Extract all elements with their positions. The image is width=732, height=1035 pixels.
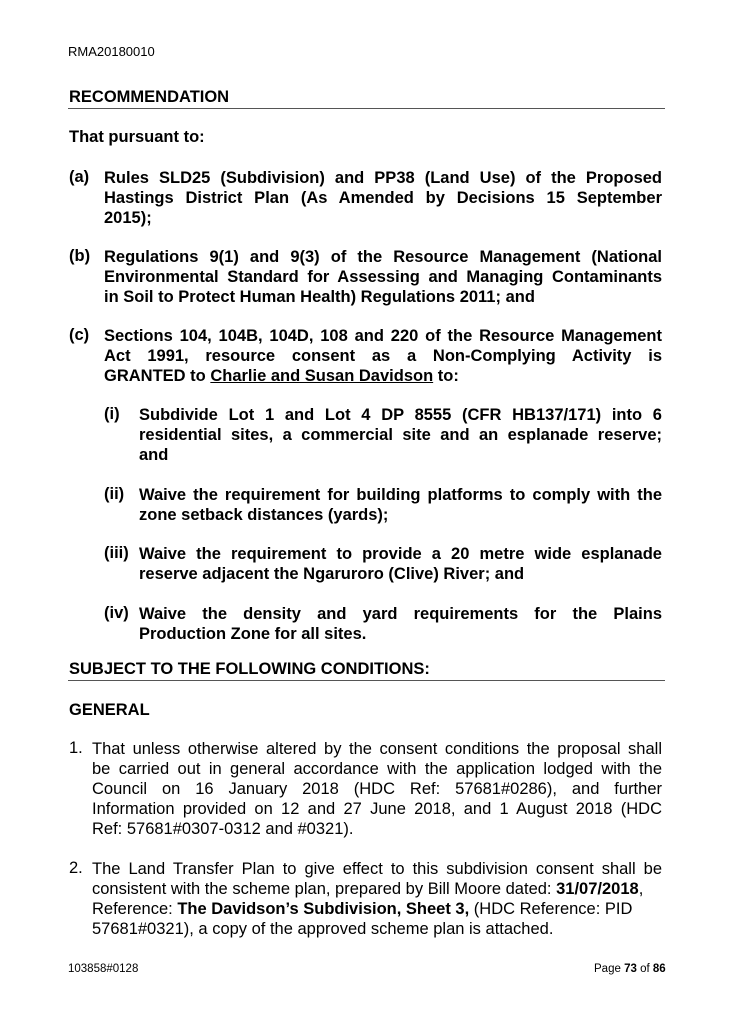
granted-to-text: GRANTED to bbox=[104, 367, 206, 385]
recommendation-intro: That pursuant to: bbox=[69, 128, 205, 146]
subitem-ii-text bbox=[139, 485, 662, 525]
condition-2-hdc-reference: (HDC Reference: PID bbox=[473, 900, 633, 918]
item-c-line: Act 1991, resource consent as a Non-Complying Activity is bbox=[104, 347, 662, 365]
condition-2-text bbox=[92, 859, 662, 939]
condition-2-line bbox=[92, 879, 662, 899]
subitem-ii-line: Waive the requirement for building platforms to comply with the bbox=[139, 486, 662, 504]
condition-1-line: be carried out in general accordance with the application lodged with the bbox=[92, 760, 662, 778]
scheme-plan-date: 31/07/2018 bbox=[556, 880, 639, 898]
conditions-heading: SUBJECT TO THE FOLLOWING CONDITIONS: bbox=[69, 660, 430, 678]
page-label: Page bbox=[594, 963, 621, 975]
subitem-i-line: Subdivide Lot 1 and Lot 4 DP 8555 (CFR HB137/171) into 6 bbox=[139, 406, 662, 424]
subitem-i-text bbox=[139, 405, 662, 465]
item-b-label: (b) bbox=[69, 247, 91, 265]
subitem-iv-line: Production Zone for all sites. bbox=[139, 625, 367, 643]
item-c-text bbox=[104, 326, 662, 386]
subitem-iii-text bbox=[139, 544, 662, 584]
conditions-divider bbox=[68, 680, 665, 681]
subitem-iv-text bbox=[139, 604, 662, 644]
condition-1-line: Information provided on 12 and 27 June 2018, and 1 August 2018 (HDC bbox=[92, 800, 662, 818]
document-reference: RMA20180010 bbox=[68, 44, 155, 59]
subitem-iv-line: Waive the density and yard requirements for the Plains bbox=[139, 605, 662, 623]
general-heading: GENERAL bbox=[69, 701, 150, 719]
condition-2-number: 2. bbox=[69, 859, 83, 877]
page-total: 86 bbox=[652, 963, 666, 975]
subitem-iv-label: (iv) bbox=[104, 604, 129, 622]
item-a-text bbox=[104, 168, 662, 228]
item-b-line: Environmental Standard for Assessing and Managing Contaminants bbox=[104, 268, 662, 286]
condition-1-text bbox=[92, 739, 662, 839]
recommendation-heading: RECOMMENDATION bbox=[69, 88, 230, 106]
subitem-i-line: residential sites, a commercial site and an esplanade reserve; bbox=[139, 426, 662, 444]
condition-2-line2-text: consistent with the scheme plan, prepared by Bill Moore dated: bbox=[92, 880, 552, 898]
condition-1-line: Ref: 57681#0307-0312 and #0321). bbox=[92, 820, 354, 838]
subitem-i-label: (i) bbox=[104, 405, 120, 423]
granted-to-suffix: to: bbox=[437, 367, 459, 385]
item-b-text bbox=[104, 247, 662, 307]
subitem-iii-line: reserve adjacent the Ngaruroro (Clive) River; and bbox=[139, 565, 525, 583]
item-c-label: (c) bbox=[69, 326, 90, 344]
subitem-i-line: and bbox=[139, 446, 169, 464]
page-current: 73 bbox=[624, 963, 637, 975]
item-c-line: Sections 104, 104B, 104D, 108 and 220 of the Resource Management bbox=[104, 327, 662, 345]
applicant-name: Charlie and Susan Davidson bbox=[210, 367, 434, 385]
item-a-line: Rules SLD25 (Subdivision) and PP38 (Land Use) of the Proposed bbox=[104, 169, 662, 187]
condition-1-number: 1. bbox=[69, 739, 83, 757]
condition-1-line: That unless otherwise altered by the consent conditions the proposal shall bbox=[92, 740, 662, 758]
item-c-granted-line bbox=[104, 366, 662, 386]
subitem-ii-line: zone setback distances (yards); bbox=[139, 506, 389, 524]
condition-2-reference-label: Reference: bbox=[92, 900, 173, 918]
item-a-label: (a) bbox=[69, 168, 90, 186]
footer-document-id: 103858#0128 bbox=[68, 963, 139, 975]
item-a-line: Hastings District Plan (As Amended by Decisions 15 September bbox=[104, 189, 662, 207]
page-of: of bbox=[640, 963, 650, 975]
recommendation-divider bbox=[68, 108, 665, 109]
condition-2-line: The Land Transfer Plan to give effect to this subdivision consent shall be bbox=[92, 860, 662, 878]
item-b-line: Regulations 9(1) and 9(3) of the Resource Management (National bbox=[104, 248, 662, 266]
condition-1-line: Council on 16 January 2018 (HDC Ref: 57681#0286), and further bbox=[92, 780, 662, 798]
condition-2-line: 57681#0321), a copy of the approved scheme plan is attached. bbox=[92, 920, 554, 938]
item-b-line: in Soil to Protect Human Health) Regulations 2011; and bbox=[104, 288, 535, 306]
subitem-ii-label: (ii) bbox=[104, 485, 125, 503]
item-a-line: 2015); bbox=[104, 209, 152, 227]
condition-2-line bbox=[92, 899, 662, 919]
subitem-iii-label: (iii) bbox=[104, 544, 129, 562]
footer-page-number bbox=[594, 963, 666, 975]
subitem-iii-line: Waive the requirement to provide a 20 metre wide esplanade bbox=[139, 545, 662, 563]
scheme-plan-reference: The Davidson’s Subdivision, Sheet 3, bbox=[177, 900, 470, 918]
condition-2-comma: , bbox=[638, 880, 644, 898]
